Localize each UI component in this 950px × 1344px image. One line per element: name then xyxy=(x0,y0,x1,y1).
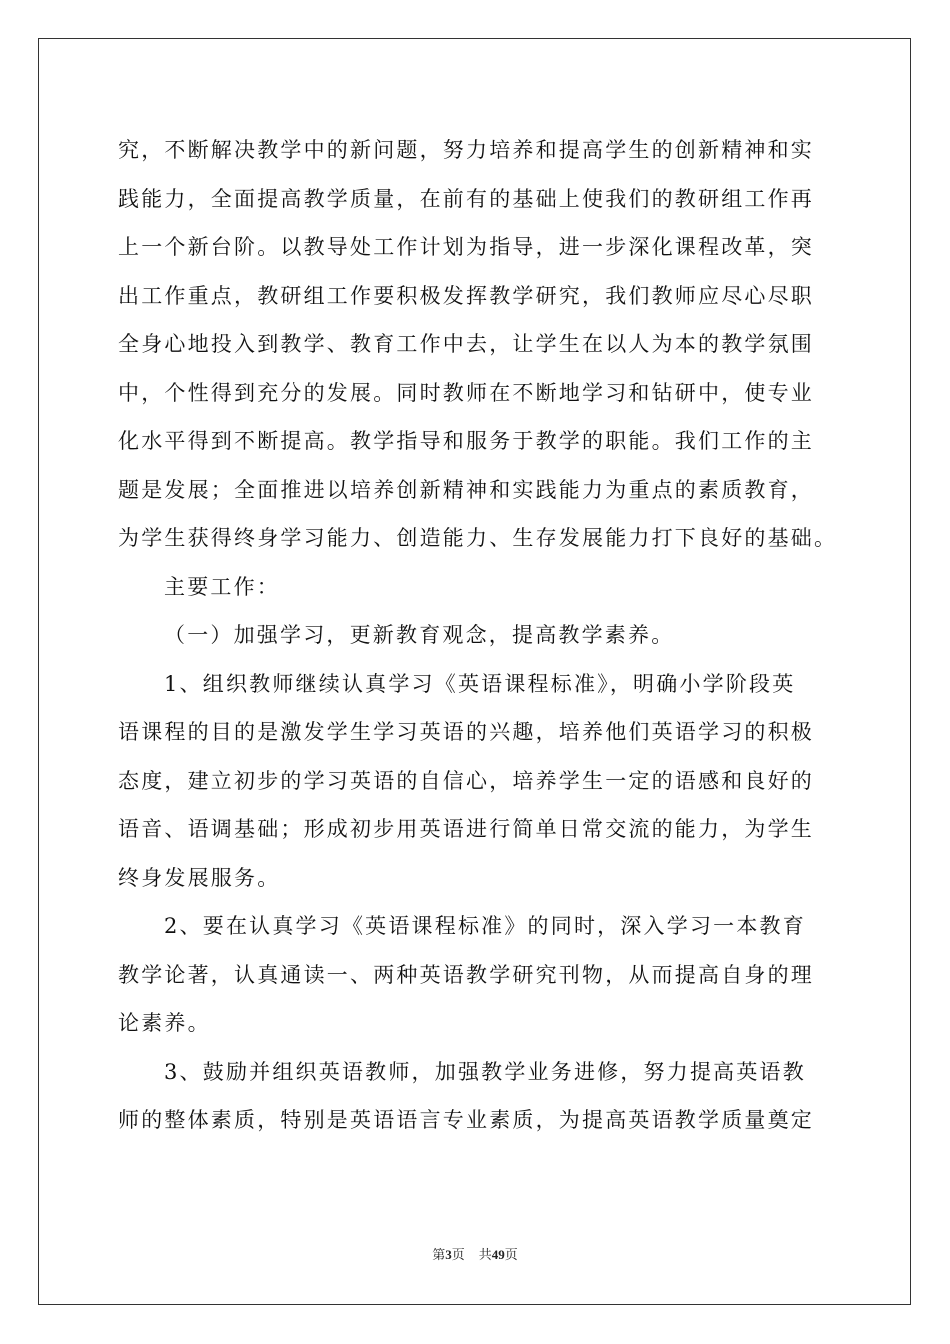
text-line: 语课程的目的是激发学生学习英语的兴趣，培养他们英语学习的积极 xyxy=(118,720,814,744)
text-line: 全身心地投入到教学、教育工作中去，让学生在以人为本的教学氛围 xyxy=(118,332,814,356)
text-line: 2、要在认真学习《英语课程标准》的同时，深入学习一本教育 xyxy=(164,914,806,938)
text-line: （一）加强学习，更新教育观念，提高教学素养。 xyxy=(164,623,675,647)
page-suffix: 页 xyxy=(451,1247,465,1262)
text-line: 上一个新台阶。以教导处工作计划为指导，进一步深化课程改革，突 xyxy=(118,235,814,259)
text-line: 究，不断解决教学中的新问题，努力培养和提高学生的创新精神和实 xyxy=(118,138,814,162)
text-block xyxy=(118,126,838,1145)
text-line: 教学论著，认真通读一、两种英语教学研究刊物，从而提高自身的理 xyxy=(118,962,814,987)
text-line: 题是发展；全面推进以培养创新精神和实践能力为重点的素质教育， xyxy=(118,477,814,502)
total-suffix: 页 xyxy=(504,1247,518,1262)
page-prefix: 第 xyxy=(432,1247,446,1262)
document-body xyxy=(118,126,838,1145)
total-pages: 49 xyxy=(491,1247,505,1262)
text-line: 终身发展服务。 xyxy=(118,865,281,890)
total-prefix: 共 xyxy=(478,1247,492,1262)
page-footer xyxy=(0,1244,950,1263)
text-line: 化水平得到不断提高。教学指导和服务于教学的职能。我们工作的主 xyxy=(118,429,814,453)
text-line: 践能力，全面提高教学质量，在前有的基础上使我们的教研组工作再 xyxy=(118,186,814,211)
text-line: 3、鼓励并组织英语教师，加强教学业务进修，努力提高英语教 xyxy=(164,1059,806,1084)
text-line: 态度，建立初步的学习英语的自信心，培养学生一定的语感和良好的 xyxy=(118,768,814,793)
text-line: 主要工作： xyxy=(164,574,280,599)
text-line: 1、组织教师继续认真学习《英语课程标准》，明确小学阶段英 xyxy=(164,671,796,696)
text-line: 师的整体素质，特别是英语语言专业素质，为提高英语教学质量奠定 xyxy=(118,1108,814,1132)
text-line: 中，个性得到充分的发展。同时教师在不断地学习和钻研中，使专业 xyxy=(118,380,814,405)
text-line: 为学生获得终身学习能力、创造能力、生存发展能力打下良好的基础。 xyxy=(118,526,838,550)
text-line: 语音、语调基础；形成初步用英语进行简单日常交流的能力，为学生 xyxy=(118,817,814,841)
text-line: 论素养。 xyxy=(118,1011,211,1035)
page-number: 3 xyxy=(445,1247,452,1262)
text-line: 出工作重点，教研组工作要积极发挥教学研究，我们教师应尽心尽职 xyxy=(118,283,814,308)
